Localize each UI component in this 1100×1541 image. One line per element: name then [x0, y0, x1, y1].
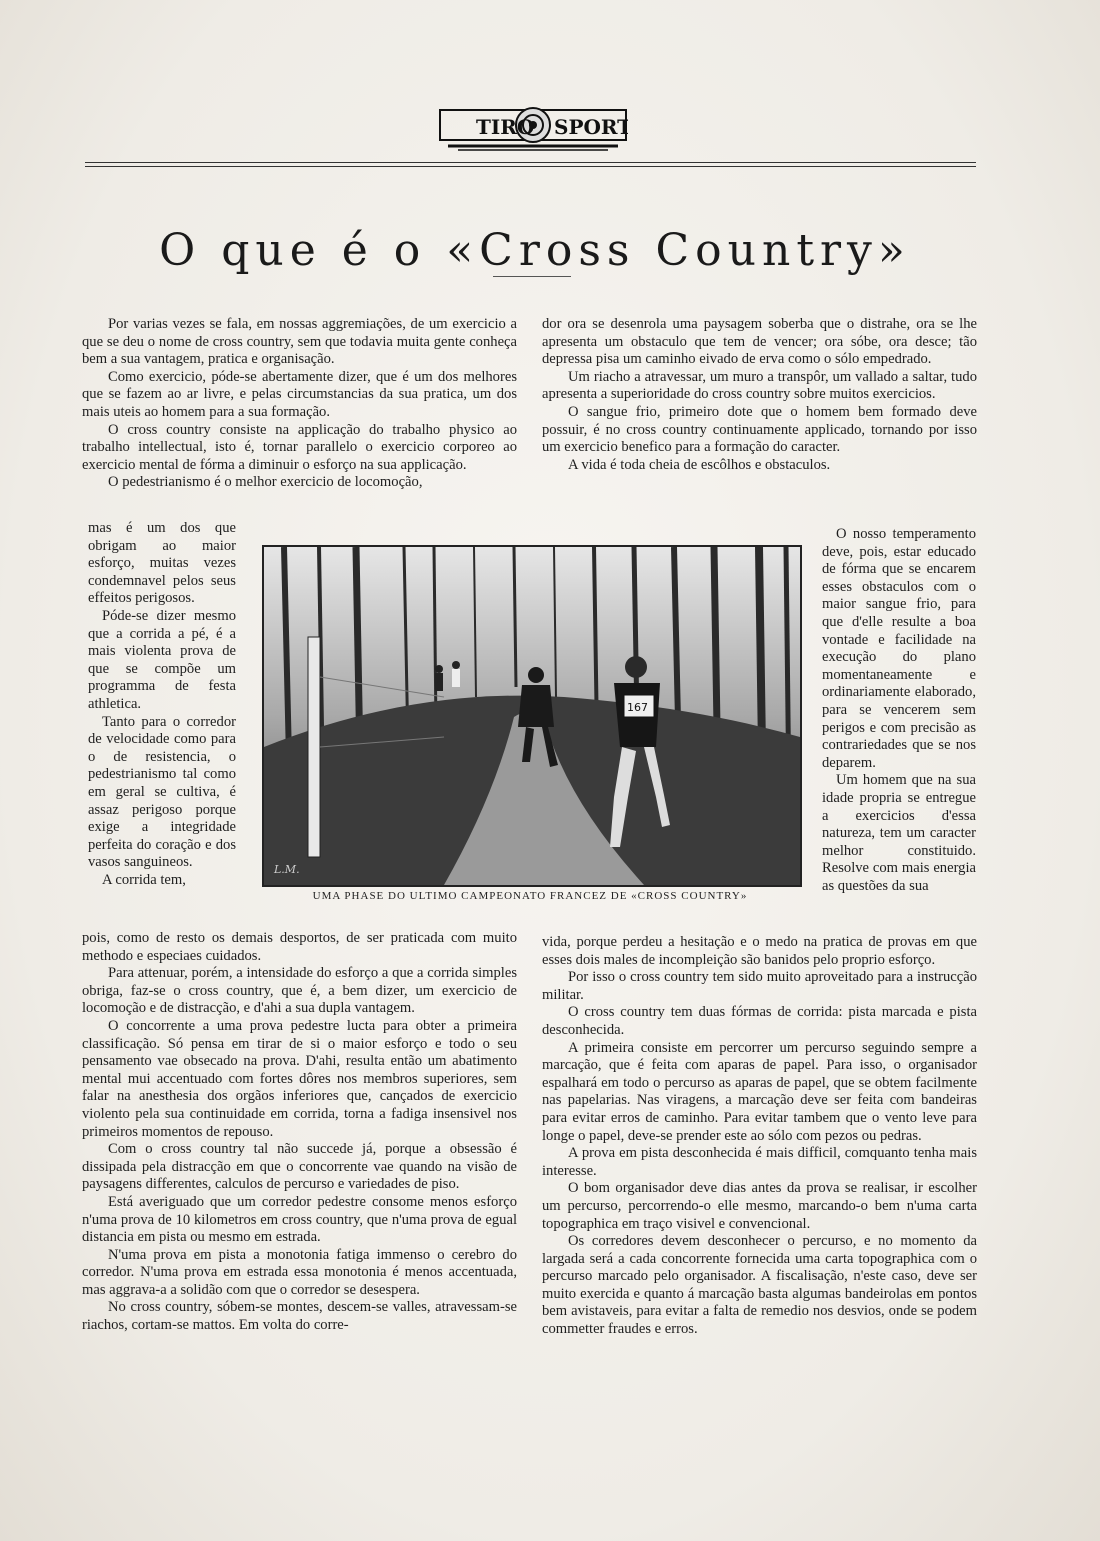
paragraph: A primeira consiste em percorrer um percurso seguindo sempre a marcação, que é feita com aparas de papel. Para isso, o organisador espalhará em todo o percurso as aparas de papel, que se obtem facilmente nas papelarias. Nas viragens, a marcação deve ser feita com bandeiras para evitar erros de caminho. Para evitar tambem que o vento leve para longe o papel, deve-se prender este ao sólo com pezos ou pedras. [542, 1039, 977, 1144]
paragraph: No cross country, sóbem-se montes, descem-se valles, atravessam-se riachos, cortam-se mattos. Em volta do corre- [82, 1299, 517, 1334]
paragraph: Um riacho a atravessar, um muro a transpôr, um vallado a saltar, tudo apresenta a superioridade do cross country sobre muitos exercicios. [542, 368, 977, 403]
paragraph: Por isso o cross country tem sido muito aproveitado para a instrucção militar. [542, 969, 977, 1003]
paragraph: vida, porque perdeu a hesitação e o medo na pratica de provas em que esses dois males de incompleição são banidos pelo proprio esforço. [542, 934, 977, 968]
forest-scene-illustration [264, 547, 800, 885]
paragraph: A vida é toda cheia de escôlhos e obstaculos. [568, 456, 831, 473]
left-column-top [82, 316, 517, 492]
paragraph: A prova em pista desconhecida é mais difficil, comquanto tenha mais interesse. [542, 1145, 977, 1179]
paragraph: dor ora se desenrola uma paysagem soberba que o distrahe, ora se lhe apresenta um obstaculo que tem de vencer; ora sóbe, ora desce; tão depressa pisa um caminho eivado de erva como o sólo empedrado. [542, 316, 977, 368]
paragraph: A corrida tem, [102, 871, 186, 888]
bib-number: 167 [627, 701, 648, 714]
paragraph: O sangue frio, primeiro dote que o homem bem formado deve possuir, é no cross country continuamente applicado, tornando por isso um exercicio benefico para a formação do caracter. [542, 403, 977, 456]
paragraph: Tanto para o corredor de velocidade como para o de resistencia, o pedestrianismo tal como em geral se cultiva, é assaz perigoso porque exige a integridade perfeita do coração e dos vasos sanguineos. [88, 713, 236, 871]
masthead-logo [438, 104, 628, 154]
svg-text:SPORT: SPORT [554, 115, 628, 139]
right-column-narrow [822, 526, 976, 895]
paragraph: Para attenuar, porém, a intensidade do esforço a que a corrida simples obriga, faz-se o cross country, que é, a bem dizer, um exercicio de locomoção e de distracção, e d'ahi a sua dupla vantagem. [82, 965, 517, 1017]
left-column-bottom [82, 930, 517, 1335]
photo-signature: L.M. [274, 863, 300, 876]
title-divider [493, 276, 571, 277]
paragraph: Com o cross country tal não succede já, porque a obsessão é dissipada pela distracção em que o concorrente vae quando na visão de paysagens differentes, calculos de percurso e variedades de piso. [82, 1141, 517, 1193]
paragraph: N'uma prova em pista a monotonia fatiga immenso o cerebro do corredor. N'uma prova em estrada essa monotonia é menos accentuada, mas aggrava-a a solidão com que o corredor se desespera. [82, 1246, 517, 1298]
header-rule [85, 162, 976, 163]
header-rule [85, 166, 976, 167]
paragraph: Como exercicio, póde-se abertamente dizer, que é um dos melhores que se fazem ao ar livre, e pelas circumstancias da sua pratica, um dos mais uteis ao homem para a sua formação. [82, 368, 517, 420]
paragraph: O cross country consiste na applicação do trabalho physico ao trabalho intellectual, isto é, tornar parallelo o exercicio corporeo ao exercicio mental de fórma a diminuir o esforço na sua applicação. [82, 421, 517, 473]
paragraph: Um homem que na sua idade propria se entregue a exercicios d'essa natureza, tem um caracter melhor constituido. Resolve com mais energia as questões da sua [822, 772, 976, 894]
paragraph: Os corredores devem desconhecer o percurso, e no momento da largada será a cada concorrente fornecida uma carta topographica com o percurso marcado pelo organisador. A fiscalisação, n'este caso, deve ser muito exercida e quanto á marcação basta algumas bandeirolas em pontos bem avistaveis, para evitar a falta de remedio nos desvios, onde se podem commetter fraudes e erros. [542, 1233, 977, 1338]
paragraph: Está averiguado que um corredor pedestre consome menos esforço n'uma prova de 10 kilometros em cross country, que n'uma prova de egual distancia em pista ou mesmo em estrada. [82, 1193, 517, 1246]
paragraph: Póde-se dizer mesmo que a corrida a pé, é a mais violenta prova de que se compõe um programma de festa athletica. [88, 607, 236, 712]
paragraph: O bom organisador deve dias antes da prova se realisar, ir escolher um percurso, percorrendo-o elle mesmo, marcando-o bem n'uma carta topographica em traço visivel e convencional. [542, 1180, 977, 1232]
left-column-narrow [88, 520, 236, 889]
paragraph: pois, como de resto os demais desportos, de ser praticada com muito methodo e especiaes cuidados. [82, 930, 517, 964]
paragraph: O concorrente a uma prova pedestre lucta para obter a primeira classificação. Só pensa em tirar de si o maior esforço e todo o seu pensamento vae obsecado na prova. D'ahi, resulta então um abatimento mental mui accentuado com fortes dôres nos membros superiores, sem falar na anesthesia dos orgãos inferiores que, cançados de exercicio violento pela sua continuidade em corrida, torna a fadiga insensivel nos primeiros momentos de repouso. [82, 1017, 517, 1140]
paragraph: O nosso temperamento deve, pois, estar educado de fórma que se encarem esses obstaculos com o maior sangue frio, para que d'elle resulte a boa vontade e facilidade na execução do plano momentaneamente e ordinariamente elaborado, para se vencerem sem perigos e com precisão as contrariedades que se nos deparem. [822, 526, 976, 771]
right-column-top [542, 316, 977, 474]
photo-caption: UMA PHASE DO ULTIMO CAMPEONATO FRANCEZ DE «CROSS COUNTRY» [312, 890, 748, 902]
right-column-bottom [542, 934, 977, 1339]
paragraph: mas é um dos que obrigam ao maior esforço, muitas vezes condemnavel pelos seus effeitos perigosos. [88, 520, 236, 607]
paragraph: Por varias vezes se fala, em nossas aggremiações, de um exercicio a que se deu o nome de cross country, sem que todavia muita gente conheça bem a sua vantagem, pratica e organisação. [82, 316, 517, 368]
svg-text:TIRO: TIRO [476, 115, 535, 139]
article-title: O que é o «Cross Country» [159, 225, 911, 277]
race-photograph [262, 545, 802, 887]
paragraph: O pedestrianismo é o melhor exercicio de locomoção, [108, 474, 423, 491]
paragraph: O cross country tem duas fórmas de corrida: pista marcada e pista desconhecida. [542, 1004, 977, 1038]
